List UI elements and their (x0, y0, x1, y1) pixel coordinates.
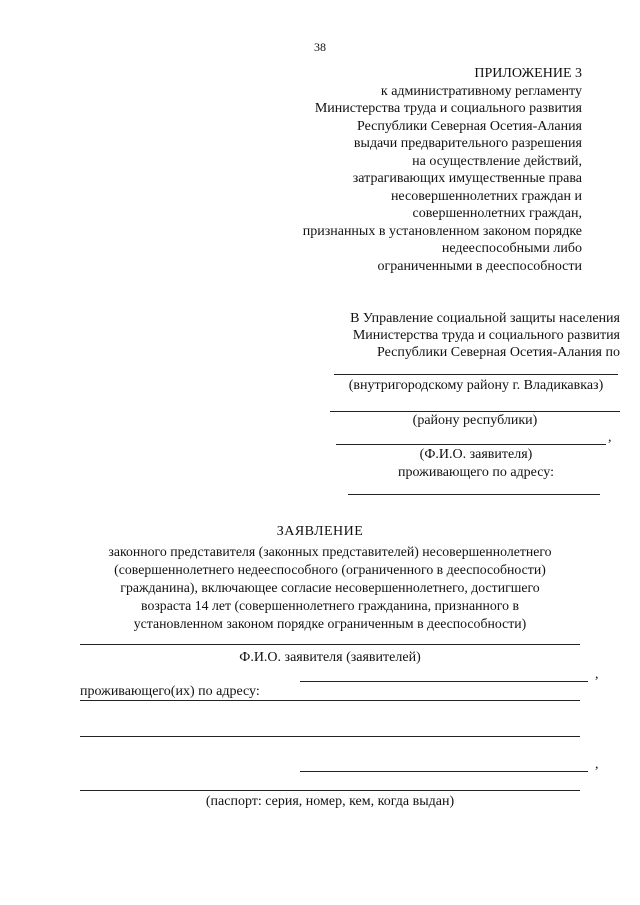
statement-title: ЗАЯВЛЕНИЕ (276, 524, 364, 539)
appendix-line: Министерства труда и социального развития (314, 101, 582, 116)
district-city-caption: (внутригородскому району г. Владикавказ) (348, 378, 604, 393)
applicants-name-caption: Ф.И.О. заявителя (заявителей) (239, 650, 421, 665)
appendix-line: ПРИЛОЖЕНИЕ 3 (474, 66, 582, 81)
appendix-line: к административному регламенту (380, 83, 582, 99)
applicant-name-comma: , (608, 430, 612, 445)
addressee-line: В Управление социальной защиты населения (350, 311, 620, 326)
applicant-name-fill-line[interactable] (336, 444, 606, 445)
appendix-line: несовершеннолетних граждан и (390, 188, 582, 204)
address-comma: , (595, 757, 599, 772)
appendix-line: на осуществление действий, (412, 153, 582, 169)
addressee-line: Республики Северная Осетия-Алания по (377, 345, 620, 360)
statement-line: гражданина), включающее согласие несовершеннолетнего, достигшего (120, 580, 540, 595)
district-republic-fill-line[interactable] (330, 411, 620, 412)
statement-line: (совершеннолетнего недееспособного (ограниченного в дееспособности) (114, 562, 546, 577)
applicant-name-caption: (Ф.И.О. заявителя) (419, 447, 533, 462)
residing-label: проживающего(их) по адресу: (80, 684, 260, 699)
page-number: 38 (314, 40, 326, 54)
passport-fill-line[interactable] (80, 790, 580, 791)
name-continuation-fill-line[interactable] (300, 681, 588, 682)
appendix-heading (222, 65, 582, 275)
appendix-line: затрагивающих имущественные права (352, 171, 582, 186)
addressee-line: Министерства труда и социального развития (352, 328, 620, 343)
name-continuation-comma: , (595, 667, 599, 682)
statement-line: установленном законом порядке ограниченным в дееспособности) (133, 616, 527, 631)
district-city-fill-line[interactable] (334, 374, 618, 375)
addressee-block (300, 310, 620, 361)
statement-line: возраста 14 лет (совершеннолетнего гражданина, признанного в (141, 598, 519, 613)
appendix-line: признанных в установленном законом порядке (302, 223, 582, 239)
statement-line: законного представителя (законных представителей) несовершеннолетнего (108, 544, 552, 559)
district-republic-caption: (району республики) (412, 413, 538, 428)
address-fill-line-3[interactable] (300, 771, 588, 772)
applicants-name-fill-line[interactable] (80, 644, 580, 645)
appendix-line: ограниченными в дееспособности (377, 258, 582, 274)
appendix-line: недееспособными либо (441, 241, 582, 256)
passport-caption: (паспорт: серия, номер, кем, когда выдан) (205, 794, 455, 809)
appendix-line: Республики Северная Осетия-Алания (357, 118, 582, 134)
appendix-line: совершеннолетних граждан, (412, 206, 582, 221)
address-fill-line-1[interactable] (80, 700, 580, 701)
statement-body (70, 543, 590, 633)
residing-address-fill-line[interactable] (348, 494, 600, 495)
address-fill-line-2[interactable] (80, 736, 580, 737)
residing-address-caption: проживающего по адресу: (398, 465, 554, 480)
appendix-line: выдачи предварительного разрешения (353, 136, 582, 151)
